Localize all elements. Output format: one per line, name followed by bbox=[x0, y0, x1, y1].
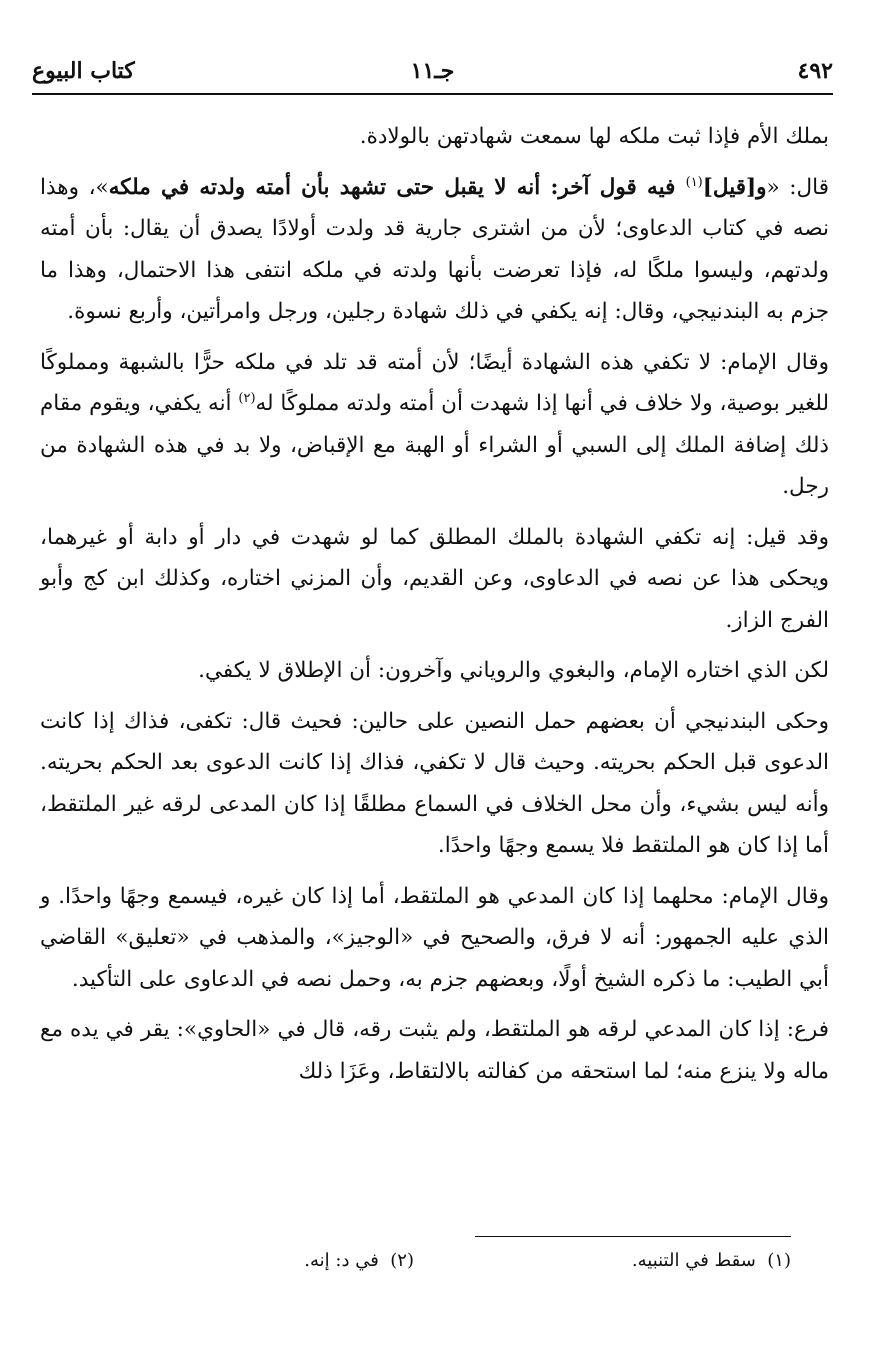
footnote-2 bbox=[304, 1250, 414, 1271]
paragraph-text: وقال الإمام: محلهما إذا كان المدعي هو الملتقط، أما إذا كان غيره، فيسمع وجهًا واحدًا. و الذي عليه الجمهور: أنه لا فرق، والصحيح في «الوجيز»، والمذهب في «تعليق» القاضي أبي الطيب: ما ذكره الشيخ أولًا، وبعضهم جزم به، وحمل نصه في الدعاوى على التأكيد. bbox=[40, 883, 829, 992]
book-title: كتاب البيوع bbox=[32, 58, 135, 84]
footnote-ref: (٢) bbox=[238, 390, 256, 406]
paragraph bbox=[40, 167, 829, 333]
paragraph-text: وقال الإمام: لا تكفي هذه الشهادة أيضًا؛ لأن أمته قد تلد في ملكه حرًّا بالشبهة ومملوكًا للغير بوصية، ولا خلاف في أنها إذا شهدت أن أمته ولدته مملوكًا له bbox=[40, 349, 829, 416]
paragraph-text: بملك الأم فإذا ثبت ملكه لها سمعت شهادتهن بالولادة. bbox=[359, 124, 829, 149]
paragraph bbox=[40, 876, 829, 1001]
page-number: ٤٩٢ bbox=[797, 58, 833, 84]
volume-label: جـ١١ bbox=[410, 58, 455, 84]
page-header bbox=[32, 58, 833, 94]
footnote-number: (٢) bbox=[390, 1250, 414, 1271]
paragraph-text: أنه يكفي، ويقوم مقام ذلك إضافة الملك إلى السبي أو الشراء أو الهبة مع الإقباض، ولا بد في هذه الشهادة من رجل. bbox=[40, 391, 829, 499]
header-rule bbox=[32, 93, 833, 95]
footnote-1 bbox=[632, 1250, 791, 1271]
paragraph-text: قال: « bbox=[766, 174, 829, 200]
footnote-rule bbox=[475, 1236, 791, 1237]
footnote-ref: (١) bbox=[685, 174, 703, 190]
paragraph bbox=[40, 342, 829, 508]
paragraph bbox=[40, 1009, 829, 1092]
paragraph-text: لكن الذي اختاره الإمام، والبغوي والروياني وآخرون: أن الإطلاق لا يكفي. bbox=[198, 658, 829, 683]
footnote-text: في د: إنه. bbox=[304, 1250, 379, 1271]
footnote-text: سقط في التنبيه. bbox=[631, 1250, 756, 1271]
bold-text: فيه قول آخر: أنه لا يقبل حتى تشهد بأن أمته ولدته في ملكه bbox=[108, 174, 686, 200]
paragraph bbox=[40, 701, 829, 867]
paragraph bbox=[40, 116, 829, 158]
paragraph-text: »، وهذا نصه في كتاب الدعاوى؛ لأن من اشترى جارية قد ولدت أولادًا يصدق أن يقال: بأن أمته ولدتهم، وليسوا ملكًا له، فإذا تعرضت بأنها ولدته في ملكه انتفى هذا الاحتمال، وهذا ما جزم به البندنيجي، وقال: إنه يكفي في ذلك شهادة رجلين، ورجل وامرأتين، وأربع نسوة. bbox=[40, 174, 829, 324]
paragraph bbox=[40, 650, 829, 692]
footnote-number: (١) bbox=[767, 1250, 791, 1271]
paragraph-text: وحكى البندنيجي أن بعضهم حمل النصين على حالين: فحيث قال: تكفى، فذاك إذا كانت الدعوى قبل الحكم بحريته. وحيث قال لا تكفي، فذاك إذا كانت الدعوى بعد الحكم بحريته. وأنه ليس بشيء، وأن محل الخلاف في السماع مطلقًا إذا كان المدعى لرقه غير الملتقط، أما إذا كان هو الملتقط فلا يسمع وجهًا واحدًا. bbox=[40, 708, 829, 858]
paragraph-text: وقد قيل: إنه تكفي الشهادة بالملك المطلق كما لو شهدت في دار أو دابة أو غيرهما، ويحكى هذا عن نصه في الدعاوى، وعن القديم، وأن المزني اختاره، وكذلك ابن كج وأبو الفرج الزاز. bbox=[40, 524, 829, 633]
bold-text: و[قيل] bbox=[702, 174, 767, 200]
paragraph-text: فرع: إذا كان المدعي لرقه هو الملتقط، ولم يثبت رقه، قال في «الحاوي»: يقر في يده مع ماله ولا ينزع منه؛ لما استحقه من كفالته بالالتقاط، وعَزَا ذلك bbox=[40, 1017, 829, 1084]
main-text bbox=[40, 116, 829, 1092]
paragraph bbox=[40, 517, 829, 642]
